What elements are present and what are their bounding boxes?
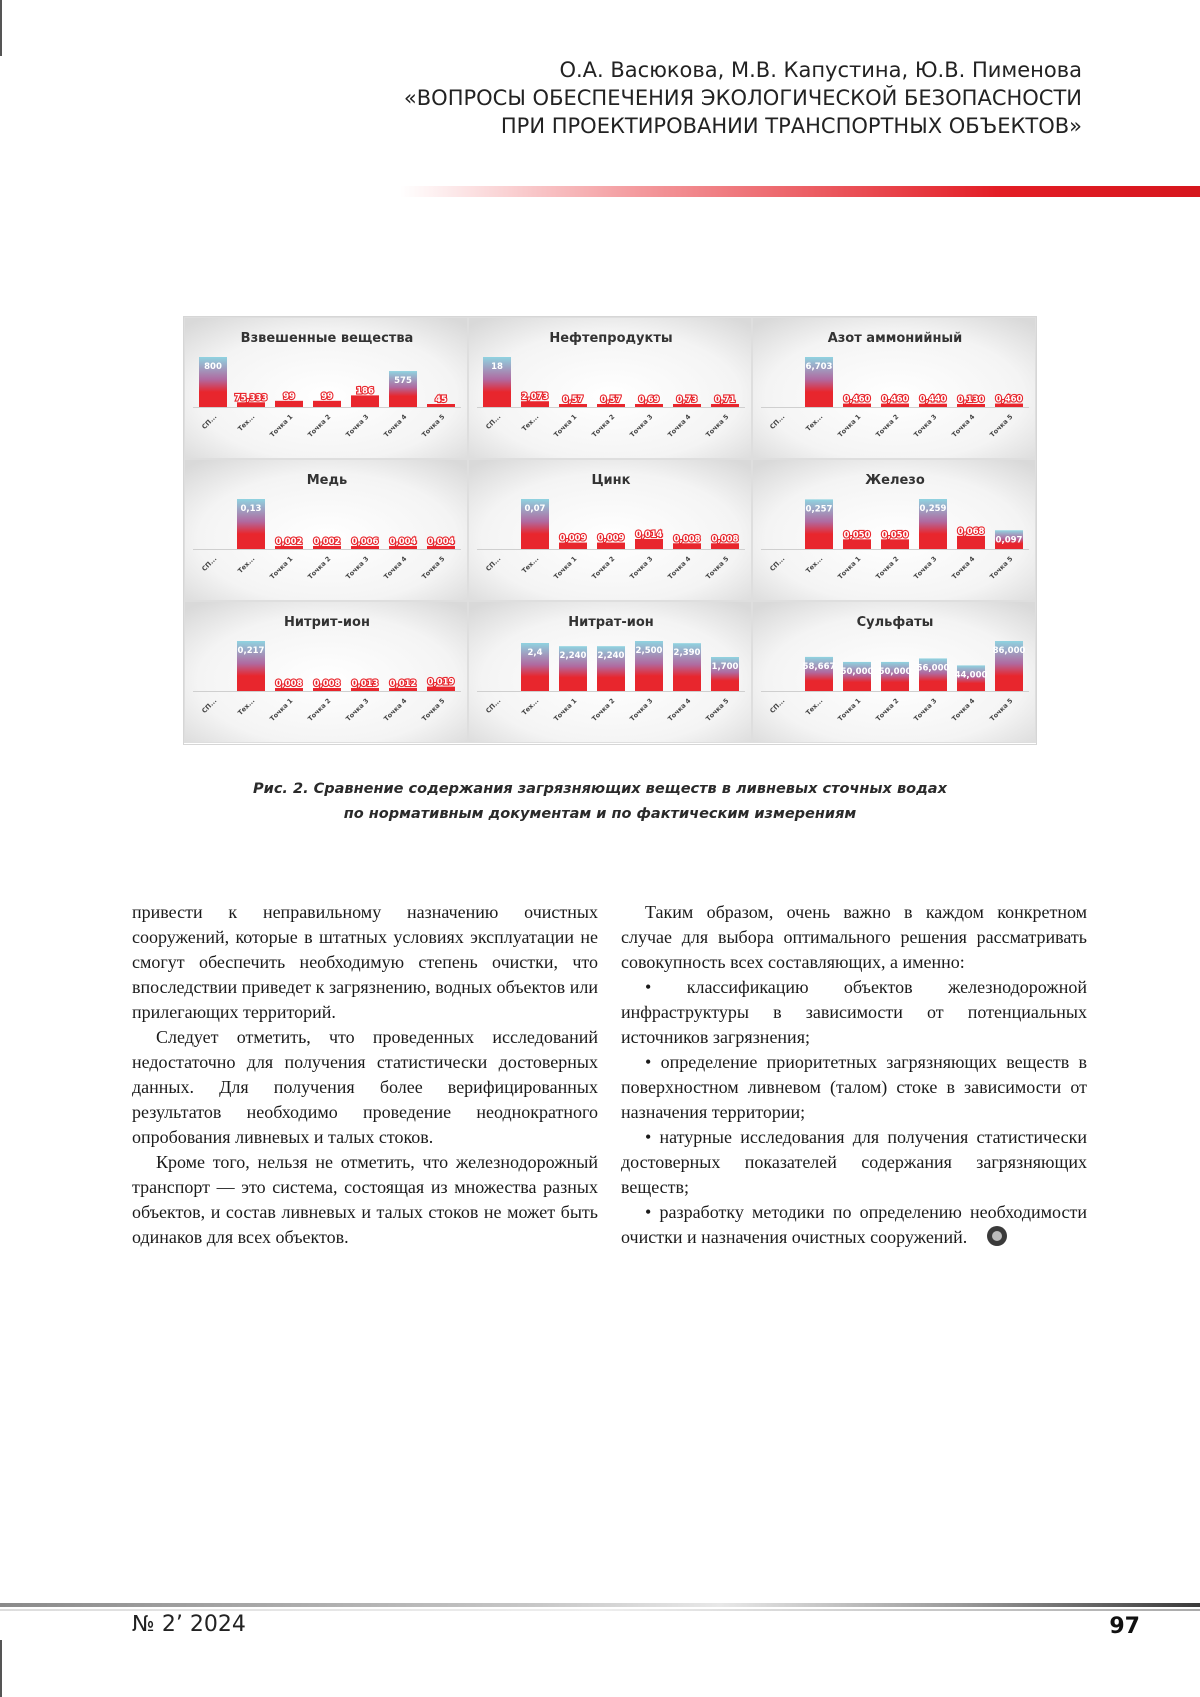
chart-panel xyxy=(184,459,468,601)
data-label: 0,050 xyxy=(843,530,871,541)
data-label: 2,073 xyxy=(521,392,549,403)
category-tick-label: Точка 4 xyxy=(382,696,409,723)
end-of-article-icon xyxy=(987,1226,1007,1246)
data-label: 0,006 xyxy=(351,537,379,547)
data-label: 0,019 xyxy=(427,677,455,688)
data-label: 0,004 xyxy=(389,537,417,547)
left-paragraph-2: Следует отметить, что проведенных исследований недостаточно для получения статистически достоверных данных. Для получения более верифицированных результатов необходимо проведение неоднократного опробования ливневых и талых стоков. xyxy=(132,1027,598,1147)
data-label: 0,012 xyxy=(389,679,417,689)
crop-mark-bottom xyxy=(0,1640,2,1697)
data-label: 0,71 xyxy=(714,395,736,405)
header-title-line1: «ВОПРОСЫ ОБЕСПЕЧЕНИЯ ЭКОЛОГИЧЕСКОЙ БЕЗОПАСНОСТИ xyxy=(403,86,1082,110)
bar xyxy=(843,539,871,549)
data-label: 50,000 xyxy=(878,666,912,677)
category-tick-label: Точка 3 xyxy=(344,554,371,581)
data-label: 2,500 xyxy=(635,646,663,656)
category-tick-label: Точка 4 xyxy=(666,554,693,581)
category-tick-label: СП... xyxy=(200,554,219,573)
chart-panel xyxy=(468,601,752,743)
figure-caption xyxy=(0,777,1200,827)
body-column-left xyxy=(132,900,598,1250)
data-label: 0,460 xyxy=(881,394,909,405)
figure-chart-grid xyxy=(183,316,1037,745)
data-label: 0,130 xyxy=(957,395,985,405)
caption-line1: Рис. 2. Сравнение содержания загрязняющих веществ в ливневых сточных водах xyxy=(253,781,947,797)
category-tick-label: Точка 5 xyxy=(420,696,447,723)
data-label: 1,700 xyxy=(711,662,739,672)
data-label: 0,050 xyxy=(881,530,909,541)
data-label: 75,333 xyxy=(234,393,268,404)
data-label: 86,000 xyxy=(992,646,1026,656)
category-tick-label: Точка 1 xyxy=(836,696,863,723)
issue-number: № 2’ 2024 xyxy=(132,1612,246,1637)
chart-svg xyxy=(185,460,468,601)
page-number: 97 xyxy=(1109,1614,1140,1639)
category-tick-label: Точка 5 xyxy=(420,554,447,581)
data-label: 0,259 xyxy=(919,504,947,514)
data-label: 0,008 xyxy=(711,534,739,545)
running-header xyxy=(404,56,1082,140)
bar xyxy=(351,395,379,407)
category-tick-label: Точка 2 xyxy=(306,412,333,439)
category-tick-label: Точка 5 xyxy=(704,412,731,439)
category-tick-label: Точка 3 xyxy=(628,412,655,439)
footer-rule xyxy=(0,1603,1200,1607)
caption-line2: по нормативным документам и по фактическим измерениям xyxy=(343,806,857,822)
category-tick-label: СП... xyxy=(200,412,219,431)
category-tick-label: Точка 3 xyxy=(912,554,939,581)
data-label: 0,217 xyxy=(237,646,265,656)
category-tick-label: Точка 5 xyxy=(704,696,731,723)
data-label: 0,440 xyxy=(919,394,947,405)
data-label: 575 xyxy=(394,376,412,387)
chart-svg xyxy=(185,602,468,743)
data-label: 0,13 xyxy=(240,504,262,514)
category-tick-label: Точка 4 xyxy=(950,696,977,723)
chart-panel xyxy=(468,317,752,459)
category-tick-label: Точка 4 xyxy=(382,554,409,581)
chart-panel xyxy=(752,459,1036,601)
data-label: 2,4 xyxy=(527,648,543,658)
chart-svg xyxy=(469,460,752,601)
chart-panel xyxy=(468,459,752,601)
chart-panel xyxy=(184,601,468,743)
category-tick-label: Точка 4 xyxy=(666,412,693,439)
header-title-line2: ПРИ ПРОЕКТИРОВАНИИ ТРАНСПОРТНЫХ ОБЪЕКТОВ» xyxy=(500,114,1082,138)
category-tick-label: Тех... xyxy=(236,412,257,433)
chart-svg xyxy=(469,318,752,459)
data-label: 2,390 xyxy=(673,648,701,659)
data-label: 18 xyxy=(491,362,503,372)
chart-title: Цинк xyxy=(591,473,631,488)
right-bullet-2: • определение приоритетных загрязняющих веществ в поверхностном ливневом (талом) стоке в зависимости от назначения территории; xyxy=(621,1052,1087,1122)
category-tick-label: Точка 3 xyxy=(628,554,655,581)
category-tick-label: Точка 2 xyxy=(874,554,901,581)
data-label: 0,004 xyxy=(427,537,455,547)
data-label: 6,703 xyxy=(805,362,833,372)
chart-title: Железо xyxy=(865,473,925,488)
bar xyxy=(881,539,909,549)
category-tick-label: Точка 2 xyxy=(306,554,333,581)
header-red-rule xyxy=(400,186,1200,197)
category-tick-label: Точка 1 xyxy=(268,412,295,439)
data-label: 0,097 xyxy=(995,535,1023,546)
chart-title: Медь xyxy=(306,473,348,488)
category-tick-label: Точка 3 xyxy=(912,696,939,723)
category-tick-label: Точка 2 xyxy=(590,696,617,723)
category-tick-label: Тех... xyxy=(804,696,825,717)
category-tick-label: Точка 3 xyxy=(344,696,371,723)
data-label: 44,000 xyxy=(954,670,988,681)
chart-title: Азот аммонийный xyxy=(827,331,963,346)
data-label: 0,257 xyxy=(805,504,833,515)
data-label: 50,000 xyxy=(840,666,874,677)
data-label: 0,014 xyxy=(635,530,663,540)
category-tick-label: Точка 4 xyxy=(666,696,693,723)
data-label: 800 xyxy=(204,362,222,372)
chart-title: Нитрит-ион xyxy=(284,615,370,630)
category-tick-label: Точка 4 xyxy=(382,412,409,439)
category-tick-label: Тех... xyxy=(520,412,541,433)
data-label: 58,667 xyxy=(802,661,836,672)
category-tick-label: Точка 3 xyxy=(912,412,939,439)
data-label: 0,460 xyxy=(995,394,1023,405)
chart-svg xyxy=(753,460,1036,601)
data-label: 0,009 xyxy=(597,533,625,544)
category-tick-label: Точка 2 xyxy=(874,412,901,439)
category-tick-label: Точка 5 xyxy=(988,412,1015,439)
crop-mark-top xyxy=(0,0,2,56)
data-label: 0,002 xyxy=(313,537,341,547)
chart-title: Нефтепродукты xyxy=(549,331,673,346)
header-authors: О.А. Васюкова, М.В. Капустина, Ю.В. Пименова xyxy=(559,58,1082,82)
category-tick-label: СП... xyxy=(200,696,219,715)
data-label: 2,240 xyxy=(597,651,625,662)
category-tick-label: Тех... xyxy=(236,696,257,717)
category-tick-label: Точка 3 xyxy=(628,696,655,723)
chart-title: Сульфаты xyxy=(856,615,934,630)
bar xyxy=(957,536,985,549)
data-label: 0,07 xyxy=(524,504,546,514)
data-label: 0,69 xyxy=(638,395,660,405)
footer-rule-thin xyxy=(0,1609,1200,1611)
data-label: 0,008 xyxy=(275,679,303,689)
category-tick-label: Точка 4 xyxy=(950,412,977,439)
data-label: 0,460 xyxy=(843,394,871,405)
category-tick-label: СП... xyxy=(484,412,503,431)
category-tick-label: Точка 5 xyxy=(988,554,1015,581)
category-tick-label: Тех... xyxy=(804,412,825,433)
left-paragraph-3: Кроме того, нельзя не отметить, что железнодорожный транспорт — это система, состоящая из множества разных объектов, и состав ливневых и талых стоков не может быть одинаков для всех объектов. xyxy=(132,1152,598,1247)
data-label: 0,57 xyxy=(562,395,584,405)
category-tick-label: Точка 1 xyxy=(552,412,579,439)
category-tick-label: Точка 3 xyxy=(344,412,371,439)
chart-svg xyxy=(753,602,1036,743)
category-tick-label: Точка 2 xyxy=(874,696,901,723)
data-label: 0,73 xyxy=(676,395,698,405)
data-label: 0,068 xyxy=(957,526,985,537)
category-tick-label: СП... xyxy=(768,412,787,431)
chart-panel xyxy=(752,317,1036,459)
category-tick-label: Точка 4 xyxy=(950,554,977,581)
left-paragraph-1: привести к неправильному назначению очистных сооружений, которые в штатных условиях эксплуатации не смогут обеспечить необходимую степень очистки, что впоследствии приведет к загрязнению, водных объектов или прилегающих территорий. xyxy=(132,902,598,1022)
category-tick-label: Тех... xyxy=(520,554,541,575)
data-label: 99 xyxy=(283,391,295,402)
data-label: 45 xyxy=(435,395,447,405)
category-tick-label: Тех... xyxy=(236,554,257,575)
category-tick-label: Точка 1 xyxy=(268,696,295,723)
chart-svg xyxy=(753,318,1036,459)
data-label: 0,013 xyxy=(351,679,379,689)
category-tick-label: Точка 1 xyxy=(836,412,863,439)
chart-title: Нитрат-ион xyxy=(568,615,654,630)
category-tick-label: Точка 2 xyxy=(590,554,617,581)
right-bullet-4-text: • разработку методики по определению необходимости очистки и назначения очистных сооружений. xyxy=(621,1202,1087,1247)
data-label: 0,008 xyxy=(313,679,341,689)
category-tick-label: Точка 1 xyxy=(836,554,863,581)
category-tick-label: Тех... xyxy=(804,554,825,575)
chart-svg xyxy=(185,318,468,459)
category-tick-label: Точка 2 xyxy=(306,696,333,723)
category-tick-label: Точка 5 xyxy=(988,696,1015,723)
category-tick-label: СП... xyxy=(768,696,787,715)
category-tick-label: Точка 5 xyxy=(420,412,447,439)
category-tick-label: Точка 1 xyxy=(552,554,579,581)
category-tick-label: Тех... xyxy=(520,696,541,717)
category-tick-label: СП... xyxy=(768,554,787,573)
category-tick-label: Точка 1 xyxy=(268,554,295,581)
data-label: 186 xyxy=(356,386,374,397)
right-bullet-3: • натурные исследования для получения статистически достоверных показателей содержания загрязняющих веществ; xyxy=(621,1127,1087,1197)
category-tick-label: Точка 1 xyxy=(552,696,579,723)
right-paragraph-1: Таким образом, очень важно в каждом конкретном случае для выбора оптимального решения рассматривать совокупность всех составляющих, а именно: xyxy=(621,902,1087,972)
bar xyxy=(635,539,663,549)
category-tick-label: Точка 2 xyxy=(590,412,617,439)
category-tick-label: Точка 5 xyxy=(704,554,731,581)
right-bullet-1: • классификацию объектов железнодорожной инфраструктуры в зависимости от потенциальных источников загрязнения; xyxy=(621,977,1087,1047)
chart-svg xyxy=(469,602,752,743)
category-tick-label: СП... xyxy=(484,554,503,573)
data-label: 99 xyxy=(321,391,333,402)
data-label: 0,008 xyxy=(673,534,701,545)
data-label: 0,57 xyxy=(600,395,622,405)
chart-title: Взвешенные вещества xyxy=(240,331,414,346)
category-tick-label: СП... xyxy=(484,696,503,715)
body-column-right xyxy=(621,900,1087,1250)
data-label: 0,002 xyxy=(275,537,303,547)
chart-panel xyxy=(184,317,468,459)
data-label: 0,009 xyxy=(559,533,587,544)
data-label: 56,000 xyxy=(916,663,950,674)
right-bullet-4 xyxy=(621,1200,1087,1250)
data-label: 2,240 xyxy=(559,651,587,662)
chart-panel xyxy=(752,601,1036,743)
